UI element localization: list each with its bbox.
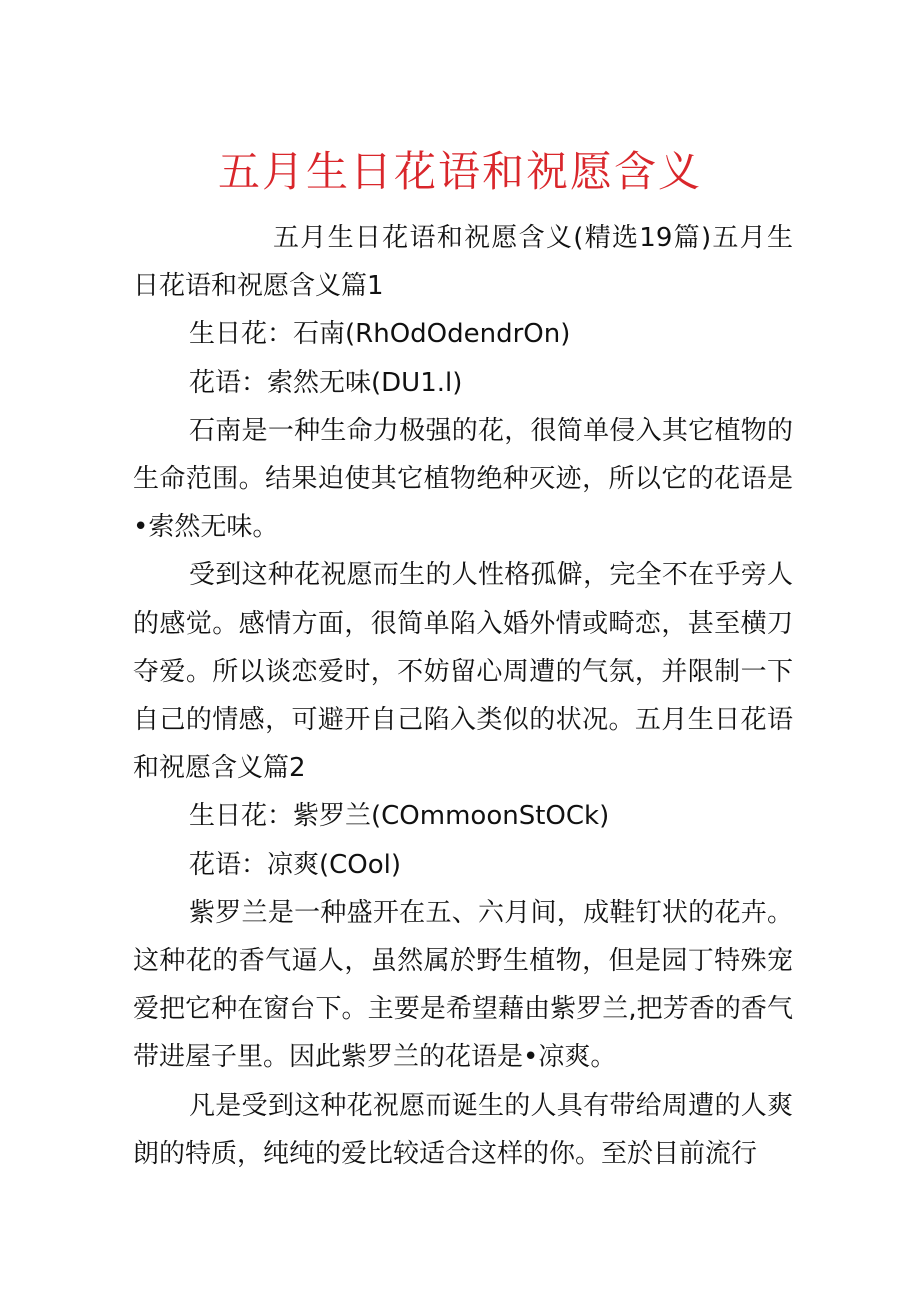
paragraph: 生日花：石南(RhOdOdendrOn) (189, 319, 571, 350)
paragraph: 紫罗兰是一种盛开在五、六月间，成鞋钉状的花卉。这种花的香气逼人，虽然属於野生植物，但是园丁特殊宠爱把它种在窗台下。主要是希望藉由紫罗兰,把芳香的香气带进屋子里。因此紫罗兰的花语是•凉爽。 (133, 897, 793, 1073)
paragraph: 凡是受到这种花祝愿而诞生的人具有带给周遭的人爽朗的特质，纯纯的爱比较适合这样的你。至於目前流行 (133, 1090, 793, 1169)
document-body (133, 214, 793, 1178)
paragraph: 花语：索然无味(DU1.l) (189, 367, 463, 398)
paragraph: 石南是一种生命力极强的花，很简单侵入其它植物的生命范围。结果迫使其它植物绝种灭迹，所以它的花语是•索然无味。 (133, 415, 793, 543)
paragraph: 花语：凉爽(COol) (189, 849, 402, 880)
paragraph: 受到这种花祝愿而生的人性格孤僻，完全不在乎旁人的感觉。感情方面，很简单陷入婚外情或畸恋，甚至横刀夺爱。所以谈恋爱时，不妨留心周遭的气氛，并限制一下自己的情感，可避开自己陷入类似的状况。五月生日花语和祝愿含义篇2 (133, 560, 793, 784)
paragraph: 五月生日花语和祝愿含义(精选19篇)五月生日花语和祝愿含义篇1 (133, 223, 793, 302)
paragraph: 生日花：紫罗兰(COmmoonStOCk) (189, 801, 610, 832)
document-title: 五月生日花语和祝愿含义 (217, 147, 702, 196)
